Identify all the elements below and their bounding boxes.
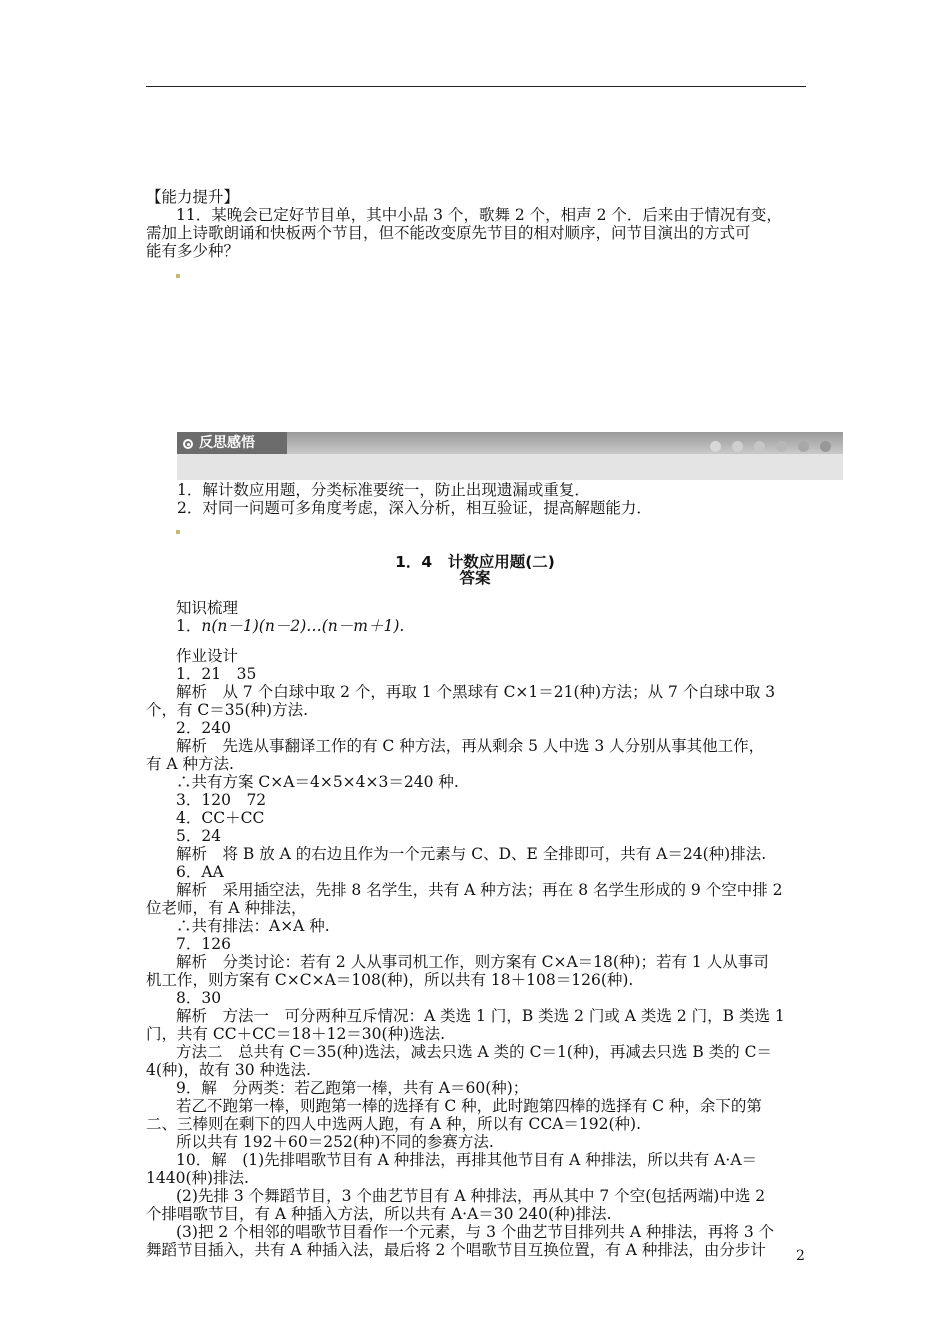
- question-line: 11．某晚会已定好节目单，其中小品 3 个，歌舞 2 个，相声 2 个．后来由于情况有变，: [176, 206, 782, 224]
- section-subtitle: 答案: [459, 569, 491, 587]
- answer-line: 4(种)，故有 30 种选法.: [146, 1061, 311, 1079]
- answer-line: 2．240: [176, 719, 231, 737]
- knowledge-formula: n(n－1)(n－2)…(n－m＋1).: [201, 617, 405, 635]
- answer-line: 1440(种)排法.: [146, 1169, 249, 1187]
- circle-icon: [776, 441, 787, 452]
- answer-line: 10．解 (1)先排唱歌节目有 A 种排法，再排其他节目有 A 种排法，所以共有 A·A＝: [176, 1151, 758, 1169]
- reflection-list: [177, 481, 867, 517]
- circle-icon: [754, 441, 765, 452]
- answer-line: 4．CC＋CC: [176, 809, 265, 827]
- circle-icon: [710, 441, 721, 452]
- answer-line: 解析 将 B 放 A 的右边且作为一个元素与 C、D、E 全排即可，共有 A＝24(种)排法.: [176, 845, 767, 863]
- answer-line: 机工作，则方案有 C×C×A＝108(种)，所以共有 18＋108＝126(种).: [146, 971, 634, 989]
- question-line: 需加上诗歌朗诵和快板两个节目，但不能改变原先节目的相对顺序，问节目演出的方式可: [146, 224, 751, 242]
- answer-line: 9．解 分两类：若乙跑第一棒，共有 A＝60(种)；: [176, 1079, 529, 1097]
- answer-line: 位老师，有 A 种排法，: [146, 899, 307, 917]
- knowledge-section: [146, 599, 836, 635]
- answer-line: 解析 先选从事翻译工作的有 C 种方法，再从剩余 5 人中选 3 人分别从事其他工作，: [176, 737, 765, 755]
- decor-dot: [176, 530, 180, 534]
- circle-icon: [732, 441, 743, 452]
- circle-icon: [798, 441, 809, 452]
- section-heading: 【能力提升】: [146, 188, 240, 206]
- answer-line: 门，共有 CC＋CC＝18＋12＝30(种)选法.: [146, 1025, 446, 1043]
- answer-line: 7．126: [176, 935, 231, 953]
- header-rule: [146, 86, 806, 87]
- answer-line: 8．30: [176, 989, 222, 1007]
- answer-line: 解析 方法一 可分两种互斥情况：A 类选 1 门，B 类选 2 门或 A 类选 2 门，B 类选 1: [176, 1007, 785, 1025]
- knowledge-item: [146, 617, 836, 635]
- answer-line: 所以共有 192＋60＝252(种)不同的参赛方法.: [176, 1133, 494, 1151]
- answer-line: 二、三棒则在剩下的四人中选两人跑，有 A 种，所以有 CCA＝192(种).: [146, 1115, 641, 1133]
- target-icon: [183, 439, 193, 449]
- answer-line: 6．AA: [176, 863, 224, 881]
- homework-section: [146, 647, 836, 1259]
- decor-dot: [176, 274, 180, 278]
- banner-circles: [699, 437, 831, 456]
- circle-icon: [820, 441, 831, 452]
- answer-line: 若乙不跑第一棒，则跑第一棒的选择有 C 种，此时跑第四棒的选择有 C 种，余下的第: [176, 1097, 762, 1115]
- page-number: 2: [796, 1248, 805, 1264]
- answer-line: (3)把 2 个相邻的唱歌节目看作一个元素，与 3 个曲艺节目排列共 A 种排法，再将 3 个: [176, 1223, 775, 1241]
- answer-line: 解析 采用插空法，先排 8 名学生，共有 A 种方法；再在 8 名学生形成的 9 个空中排 2: [176, 881, 783, 899]
- reflection-item: 2．对同一问题可多角度考虑，深入分析，相互验证，提高解题能力．: [177, 499, 652, 517]
- answer-line: (2)先排 3 个舞蹈节目，3 个曲艺节目有 A 种排法，再从其中 7 个空(包括两端)中选 2: [176, 1187, 766, 1205]
- answer-line: 个，有 C＝35(种)方法.: [146, 701, 309, 719]
- ability-section: [146, 188, 836, 260]
- knowledge-label: 知识梳理: [176, 599, 239, 617]
- answer-line: 方法二 总共有 C＝35(种)选法，减去只选 A 类的 C＝1(种)，再减去只选 B 类的 C＝: [176, 1043, 772, 1061]
- reflection-banner: [177, 432, 843, 480]
- answer-line: ∴共有方案 C×A＝4×5×4×3＝240 种.: [176, 773, 459, 791]
- answer-line: 有 A 种方法.: [146, 755, 234, 773]
- knowledge-item-number: 1．: [176, 617, 202, 635]
- answer-line: 5．24: [176, 827, 222, 845]
- homework-label: 作业设计: [176, 647, 239, 665]
- banner-tag: [177, 432, 287, 454]
- section-title: 1．4 计数应用题(二): [395, 553, 555, 571]
- reflection-item: 1．解计数应用题，分类标准要统一，防止出现遗漏或重复．: [177, 481, 590, 499]
- answer-line: 解析 分类讨论：若有 2 人从事司机工作，则方案有 C×A＝18(种)；若有 1 人从事司: [176, 953, 769, 971]
- answer-line: 3．120 72: [176, 791, 267, 809]
- question-line: 能有多少种？: [146, 242, 240, 260]
- answer-line: 个排唱歌节目，有 A 种插入方法，所以共有 A·A＝30 240(种)排法.: [146, 1205, 612, 1223]
- banner-sub: [177, 454, 843, 480]
- answer-line: 1．21 35: [176, 665, 257, 683]
- answer-line: 解析 从 7 个白球中取 2 个，再取 1 个黑球有 C×1＝21(种)方法；从 7 个白球中取 3: [176, 683, 776, 701]
- answer-line: ∴共有排法：A×A 种.: [176, 917, 330, 935]
- banner-label: 反思感悟: [199, 435, 255, 451]
- answer-line: 舞蹈节目插入，共有 A 种插入法，最后将 2 个唱歌节目互换位置，有 A 种排法，由分步计: [146, 1241, 766, 1259]
